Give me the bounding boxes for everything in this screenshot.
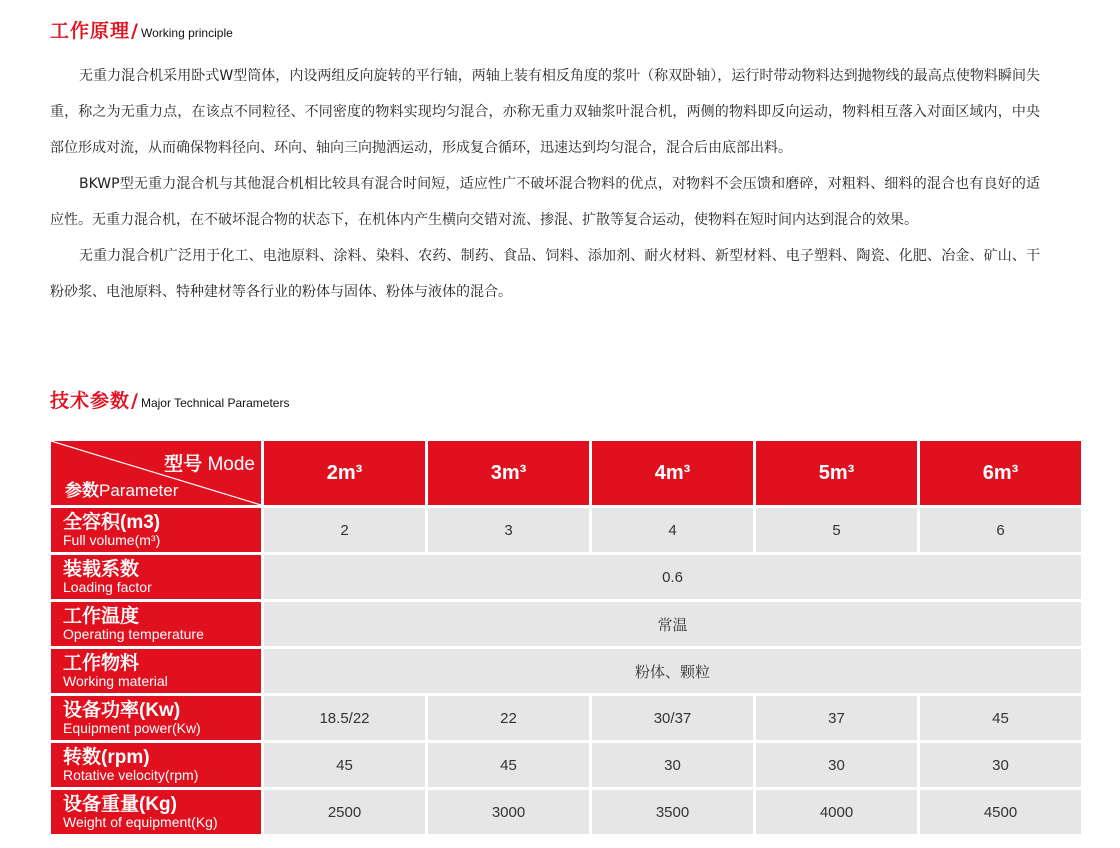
row-label-en: Loading factor xyxy=(63,579,152,595)
intro-paragraph-2: BKWP型无重力混合机与其他混合机相比较具有混合时间短，适应性广不破坏混合物料的优点，对物料不会压馈和磨碎，对粗料、细料的混合也有良好的适应性。无重力混合机，在不破坏混合物的状态下，在机体内产生横向交错对流、掺混、扩散等复合运动，使物料在短时间内达到混合的效果。 xyxy=(50,176,1040,228)
table-cell: 2500 xyxy=(264,790,425,834)
model-header: 6m³ xyxy=(920,441,1081,505)
table-cell: 3000 xyxy=(428,790,589,834)
table-cell: 2 xyxy=(264,508,425,552)
title-slash: / xyxy=(131,390,138,412)
table-row-rotative-velocity xyxy=(51,743,1081,787)
table-row-equipment-weight xyxy=(51,790,1081,834)
section-title-cn: 工作原理 xyxy=(50,20,131,42)
row-label xyxy=(51,649,261,693)
row-label-cn: 转数(rpm) xyxy=(63,747,150,768)
table-cell-merged: 粉体、颗粒 xyxy=(264,649,1081,693)
intro-paragraph-1: 无重力混合机采用卧式W型筒体，内设两组反向旋转的平行轴，两轴上装有相反角度的浆叶（称双卧轴），运行时带动物料达到抛物线的最高点使物料瞬间失重，称之为无重力点，在该点不同粒径、不同密度的物料实现均匀混合，亦称无重力双轴浆叶混合机，两侧的物料即反向运动，物料相互落入对面区域内，中央部位形成对流，从而确保物料径向、环向、轴向三向抛洒运动，形成复合循环，迅速达到均匀混合，混合后由底部出料。 xyxy=(50,68,1040,156)
row-label-en: Weight of equipment(Kg) xyxy=(63,814,218,830)
corner-model-en: Mode xyxy=(207,454,255,475)
table-cell: 30 xyxy=(592,743,753,787)
row-label-cn: 设备重量(Kg) xyxy=(63,794,177,815)
table-cell: 30 xyxy=(920,743,1081,787)
table-cell: 18.5/22 xyxy=(264,696,425,740)
row-label-cn: 工作温度 xyxy=(63,606,140,627)
intro-paragraph-3: 无重力混合机广泛用于化工、电池原料、涂料、染料、农药、制药、食品、饲料、添加剂、耐火材料、新型材料、电子塑料、陶瓷、化肥、冶金、矿山、干粉砂浆、电池原料、特种建材等各行业的粉体与固体、粉体与液体的混合。 xyxy=(50,248,1040,300)
table-cell: 30 xyxy=(756,743,917,787)
intro-text xyxy=(50,58,1040,310)
section-title-cn: 技术参数 xyxy=(50,390,131,412)
row-label-en: Working material xyxy=(63,673,168,689)
row-label xyxy=(51,743,261,787)
row-label-cn: 工作物料 xyxy=(63,653,140,674)
section-title-technical-parameters xyxy=(50,386,289,413)
table-cell: 45 xyxy=(428,743,589,787)
row-label xyxy=(51,602,261,646)
row-label xyxy=(51,790,261,834)
table-row-equipment-power xyxy=(51,696,1081,740)
model-header: 5m³ xyxy=(756,441,917,505)
title-slash: / xyxy=(131,20,138,42)
model-header: 4m³ xyxy=(592,441,753,505)
model-header: 3m³ xyxy=(428,441,589,505)
corner-model-label xyxy=(164,449,255,476)
corner-param-en: Parameter xyxy=(99,481,179,500)
table-cell: 3 xyxy=(428,508,589,552)
model-header: 2m³ xyxy=(264,441,425,505)
row-label xyxy=(51,508,261,552)
corner-model-cn: 型号 xyxy=(164,454,203,475)
table-row-working-material xyxy=(51,649,1081,693)
table-cell: 6 xyxy=(920,508,1081,552)
table-cell: 4000 xyxy=(756,790,917,834)
row-label-en: Equipment power(Kw) xyxy=(63,720,201,736)
parameters-table xyxy=(48,438,1084,837)
table-cell: 45 xyxy=(920,696,1081,740)
section-title-en: Major Technical Parameters xyxy=(140,396,290,410)
row-label xyxy=(51,696,261,740)
table-cell: 3500 xyxy=(592,790,753,834)
table-cell: 37 xyxy=(756,696,917,740)
table-corner-header xyxy=(51,441,261,505)
row-label-en: Rotative velocity(rpm) xyxy=(63,767,199,783)
row-label-cn: 设备功率(Kw) xyxy=(63,700,181,721)
row-label-cn: 全容积(m3) xyxy=(63,512,161,533)
table-cell: 30/37 xyxy=(592,696,753,740)
table-cell-merged: 0.6 xyxy=(264,555,1081,599)
table-header-row xyxy=(51,441,1081,505)
table-row-operating-temperature xyxy=(51,602,1081,646)
row-label xyxy=(51,555,261,599)
table-cell: 45 xyxy=(264,743,425,787)
table-cell: 4 xyxy=(592,508,753,552)
table-cell: 22 xyxy=(428,696,589,740)
table-cell: 5 xyxy=(756,508,917,552)
table-row-full-volume xyxy=(51,508,1081,552)
corner-param-cn: 参数 xyxy=(65,481,99,500)
table-row-loading-factor xyxy=(51,555,1081,599)
row-label-en: Full volume(m³) xyxy=(63,532,161,548)
section-title-working-principle xyxy=(50,16,233,43)
row-label-en: Operating temperature xyxy=(63,626,204,642)
section-title-en: Working principle xyxy=(140,26,233,40)
table-cell: 4500 xyxy=(920,790,1081,834)
row-label-cn: 装载系数 xyxy=(63,559,140,580)
corner-param-label xyxy=(65,476,178,501)
table-cell-merged: 常温 xyxy=(264,602,1081,646)
